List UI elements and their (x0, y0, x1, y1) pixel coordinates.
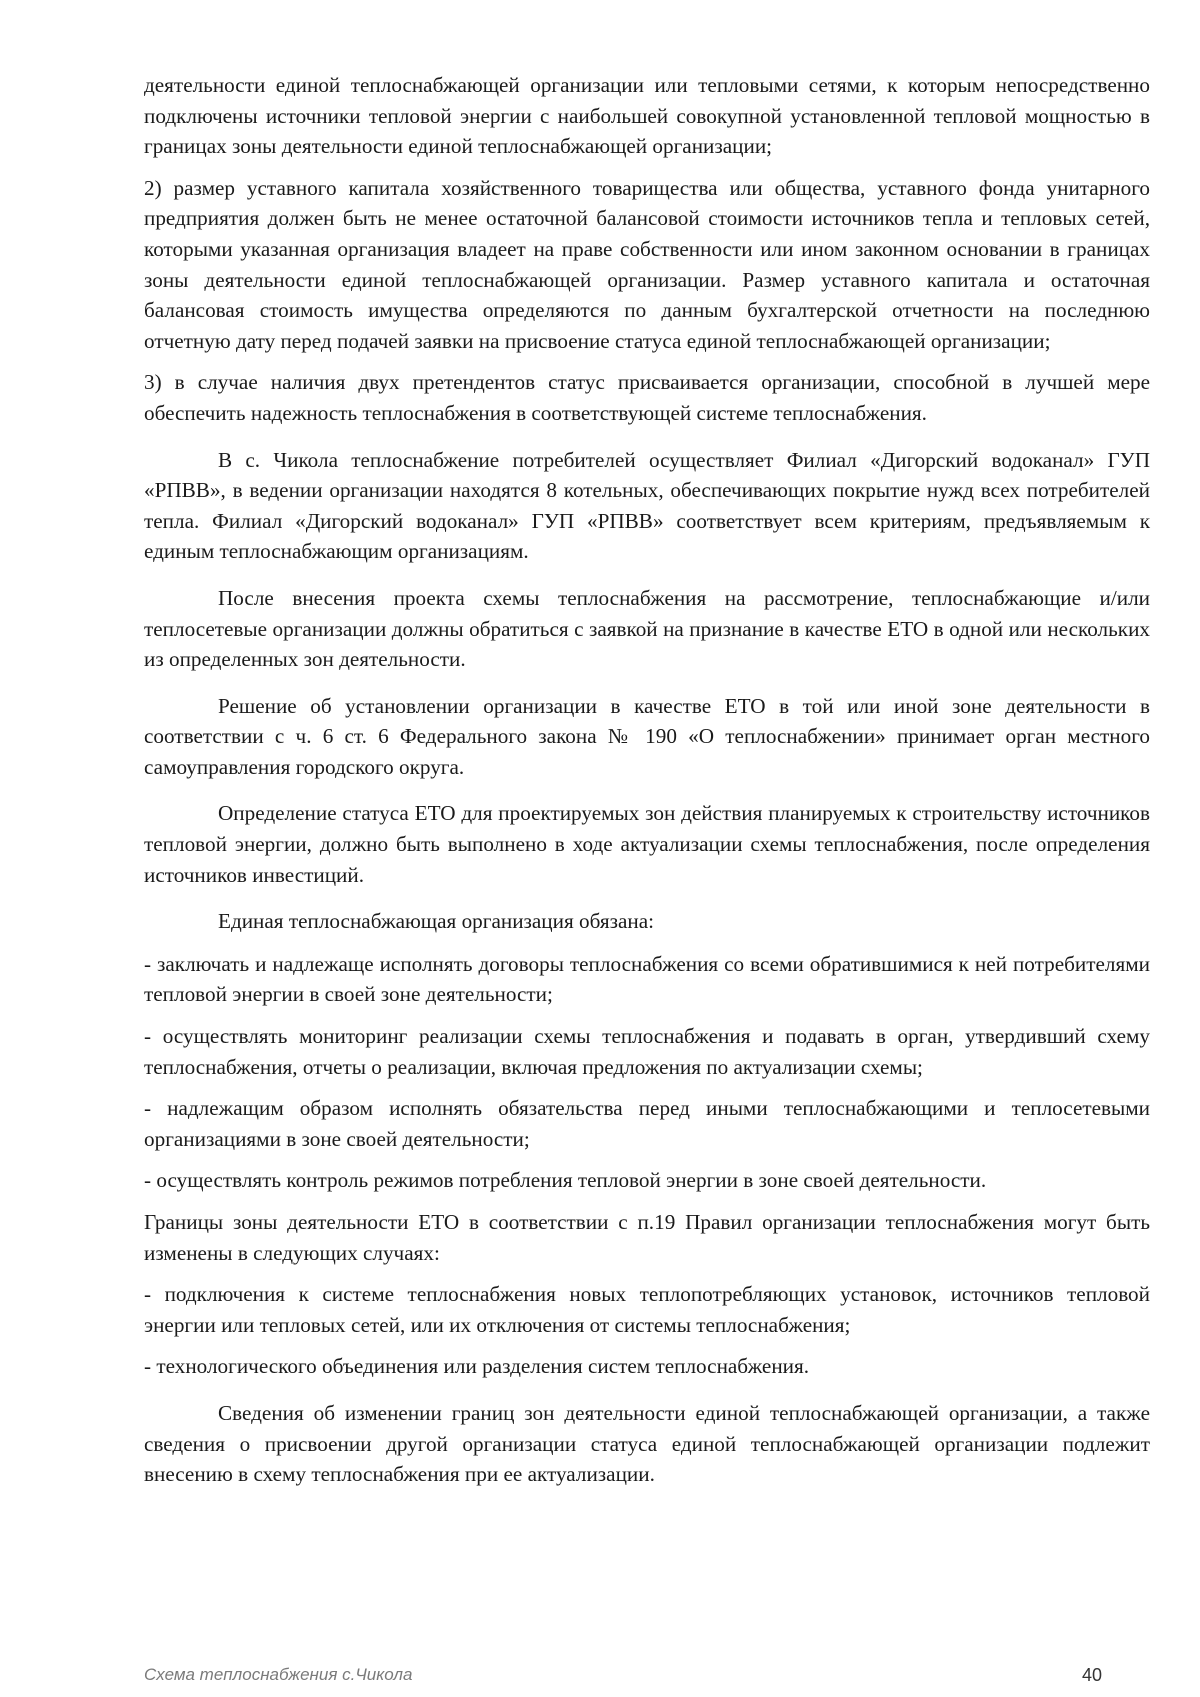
document-body (144, 70, 1150, 1506)
paragraph-7: Определение статуса ЕТО для проектируемых зон действия планируемых к строительству источников тепловой энергии, должно быть выполнено в ходе актуализации схемы теплоснабжения, после определения источников инвестиций. (144, 801, 1150, 887)
list-item-6: - технологического объединения или разделения систем теплоснабжения. (144, 1354, 810, 1379)
list-item-5: - подключения к системе теплоснабжения новых теплопотребляющих установок, источников тепловой энергии или тепловых сетей, или их отключения от системы теплоснабжения; (144, 1282, 1150, 1337)
list-item-3: - надлежащим образом исполнять обязательства перед иными теплоснабжающими и теплосетевыми организациями в зоне своей деятельности; (144, 1096, 1150, 1151)
paragraph-4: В с. Чикола теплоснабжение потребителей осуществляет Филиал «Дигорский водоканал» ГУП «РПВВ», в ведении организации находятся 8 котельных, обеспечивающих покрытие нужд всех потребителей тепла. Филиал «Дигорский водоканал» ГУП «РПВВ» соответствует всем критериям, предъявляемым к единым теплоснабжающим организациям. (144, 447, 1150, 564)
page-number: 40 (1081, 1665, 1102, 1685)
list-item-4: - осуществлять контроль режимов потребления тепловой энергии в зоне своей деятельности. (144, 1168, 987, 1193)
paragraph-3: 3) в случае наличия двух претендентов статус присваивается организации, способной в лучшей мере обеспечить надежность теплоснабжения в соответствующей системе теплоснабжения. (144, 370, 1150, 425)
list-item-1: - заключать и надлежаще исполнять договоры теплоснабжения со всеми обратившимися к ней потребителями тепловой энергии в своей зоне деятельности; (144, 951, 1150, 1007)
paragraph-5: После внесения проекта схемы теплоснабжения на рассмотрение, теплоснабжающие и/или теплосетевые организации должны обратиться с заявкой на признание в качестве ЕТО в одной или нескольких из определенных зон деятельности. (144, 585, 1150, 672)
paragraph-8: Единая теплоснабжающая организация обязана: (218, 909, 655, 934)
paragraph-6: Решение об установлении организации в качестве ЕТО в той или иной зоне деятельности в соответствии с ч. 6 ст. 6 Федерального закона № 190 «О теплоснабжении» принимает орган местного самоуправления городского округа. (144, 693, 1150, 779)
paragraph-2: 2) размер уставного капитала хозяйственного товарищества или общества, уставного фонда унитарного предприятия должен быть не менее остаточной балансовой стоимости источников тепла и тепловых сетей, которыми указанная организация владеет на праве собственности или ином законном основании в границах зоны деятельности единой теплоснабжающей организации. Размер уставного капитала и остаточная балансовая стоимость имущества определяются по данным бухгалтерской отчетности на последнюю отчетную дату перед подачей заявки на присвоение статуса единой теплоснабжающей организации; (144, 175, 1150, 353)
paragraph-9: Границы зоны деятельности ЕТО в соответствии с п.19 Правил организации теплоснабжения могут быть изменены в следующих случаях: (144, 1210, 1150, 1265)
paragraph-1: деятельности единой теплоснабжающей организации или тепловыми сетями, к которым непосредственно подключены источники тепловой энергии с наибольшей совокупной установленной тепловой мощностью в границах зоны деятельности единой теплоснабжающей организации; (144, 73, 1150, 159)
list-item-2: - осуществлять мониторинг реализации схемы теплоснабжения и подавать в орган, утвердивший схему теплоснабжения, отчеты о реализации, включая предложения по актуализации схемы; (144, 1024, 1150, 1079)
paragraph-10: Сведения об изменении границ зон деятельности единой теплоснабжающей организации, а также сведения о присвоении другой организации статуса единой теплоснабжающей организации подлежит внесению в схему теплоснабжения при ее актуализации. (144, 1400, 1150, 1487)
footer-title: Схема теплоснабжения с.Чикола (144, 1665, 413, 1684)
